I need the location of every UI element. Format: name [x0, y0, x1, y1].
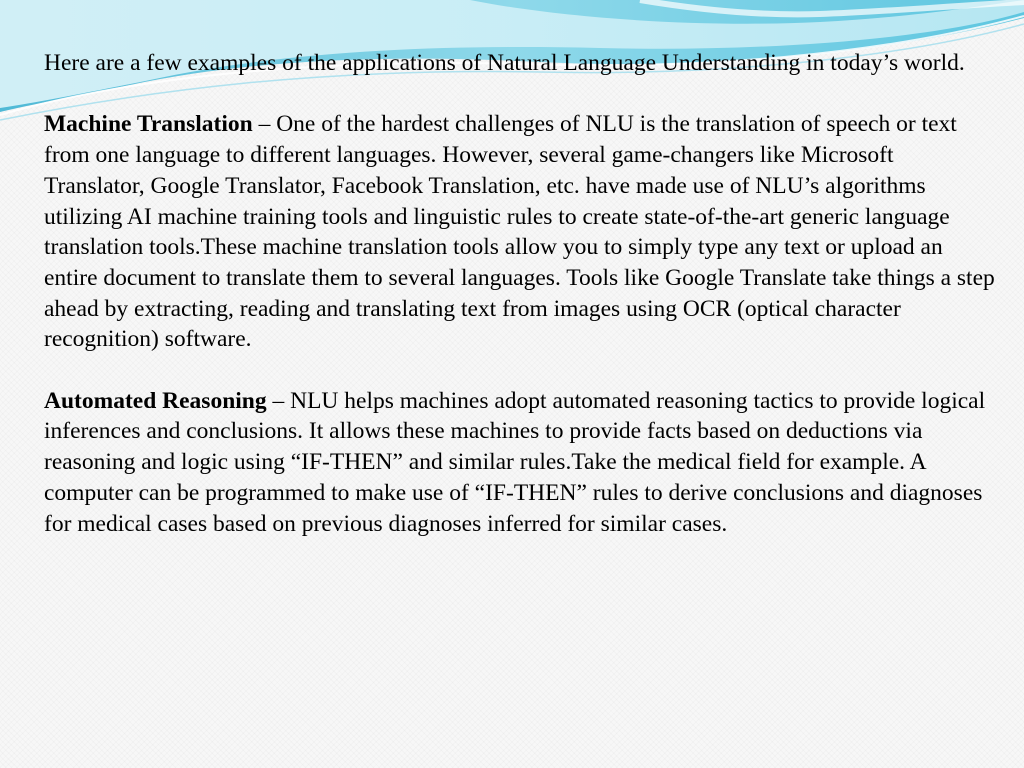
automated-reasoning-term: Automated Reasoning — [44, 387, 267, 414]
machine-translation-paragraph — [44, 109, 999, 355]
automated-reasoning-paragraph — [44, 386, 999, 540]
intro-paragraph: Here are a few examples of the applications of Natural Language Understanding in today’s world. — [44, 50, 965, 76]
automated-reasoning-dash: – — [266, 387, 291, 414]
slide-body — [44, 48, 999, 539]
paragraph-spacer — [44, 79, 999, 110]
machine-translation-text: One of the hardest challenges of NLU is the translation of speech or text from one language to different languages. However, several game-changers like Microsoft Translator, Google Translator, Facebook Translation, etc. have made use of NLU’s algorithms utilizing AI machine training tools and linguistic rules to create state-of-the-art generic language translation tools.These machine translation tools allow you to simply type any text or upload an entire document to translate them to several languages. Tools like Google Translate take things a step ahead by extracting, reading and translating text from images using OCR (optical character recognition) software. — [44, 111, 995, 353]
paragraph-spacer — [44, 355, 999, 386]
machine-translation-dash: – — [252, 111, 277, 138]
machine-translation-term: Machine Translation — [44, 111, 253, 138]
automated-reasoning-text: NLU helps machines adopt automated reasoning tactics to provide logical inferences and conclusions. It allows these machines to provide facts based on deductions via reasoning and logic using “IF-THEN” and similar rules.Take the medical field for example. A computer can be programmed to make use of “IF-THEN” rules to derive conclusions and diagnoses for medical cases based on previous diagnoses inferred for similar cases. — [44, 387, 986, 537]
